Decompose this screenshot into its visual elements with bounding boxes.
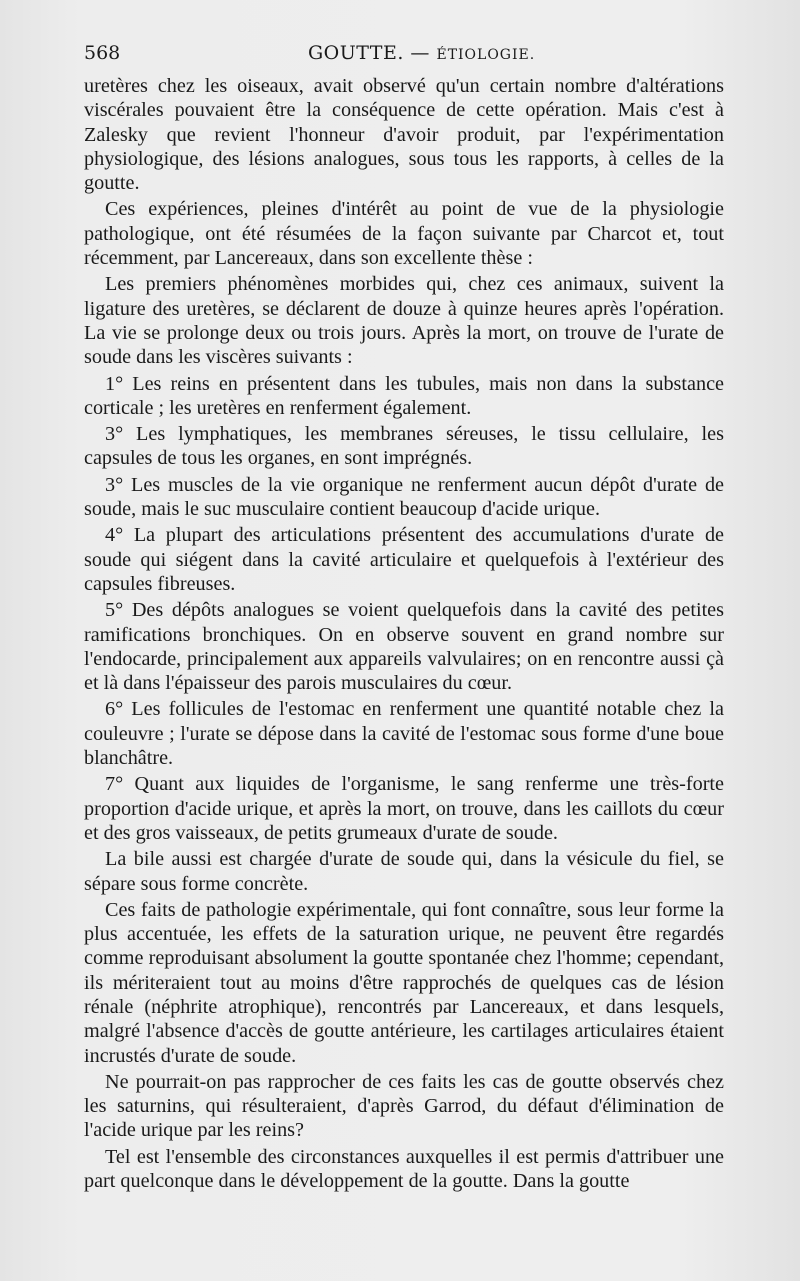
running-title [308,42,535,64]
paragraph: 6° Les follicules de l'estomac en renferment une quantité notable chez la couleuvre ; l'urate se dépose dans la cavité de l'estomac sous forme d'une boue blanchâtre. [84,698,724,770]
running-header [84,36,724,66]
page-number: 568 [84,42,121,64]
paragraph: 7° Quant aux liquides de l'organisme, le sang renferme une très-forte proportion d'acide urique, et après la mort, on trouve, dans les caillots du cœur et des gros vaisseaux, de petits grumeaux d'urate de soude. [84,773,724,844]
paragraph: Les premiers phénomènes morbides qui, chez ces animaux, suivent la ligature des uretères, se déclarent de douze à quinze heures après l'opération. La vie se prolonge deux ou trois jours. Après la mort, on trouve de l'urate de soude dans les viscères suivants : [84,273,724,369]
paragraph: Tel est l'ensemble des circonstances auxquelles il est permis d'attribuer une part quelconque dans le développement de la goutte. Dans la goutte [84,1145,724,1193]
body-text [84,74,724,1193]
paragraph: La bile aussi est chargée d'urate de soude qui, dans la vésicule du fiel, se sépare sous forme concrète. [84,848,724,895]
running-title-dash: — [410,42,430,64]
running-title-main: GOUTTE. [308,42,404,64]
paragraph: 5° Des dépôts analogues se voient quelquefois dans la cavité des petites ramifications bronchiques. On en observe souvent en grand nombre sur l'endocarde, principalement aux appareils valvulaires; on en rencontre aussi çà et là dans l'épaisseur des parois musculaires du cœur. [84,599,724,695]
paragraph: Ces faits de pathologie expérimentale, qui font connaître, sous leur forme la plus accentuée, les effets de la saturation urique, ne peuvent être regardés comme reproduisant absolument la goutte spontanée chez l'homme; cependant, ils mériteraient tout au moins d'être rapprochés de quelques cas de lésion rénale (néphrite atrophique), rencontrés par Lancereaux, et dans lesquels, malgré l'absence d'accès de goutte antérieure, les cartilages articulaires étaient incrustés d'urate de soude. [84,898,724,1067]
paragraph: uretères chez les oiseaux, avait observé qu'un certain nombre d'altérations viscérales pouvaient être la conséquence de cette opération. Mais c'est à Zalesky que revient l'honneur d'avoir produit, par l'expérimentation physiologique, des lésions analogues, sous tous les rapports, à celles de la goutte. [84,75,724,195]
paragraph: 4° La plupart des articulations présentent des accumulations d'urate de soude qui siégent dans la cavité articulaire et quelquefois à l'extérieur des capsules fibreuses. [84,524,724,595]
paragraph: 1° Les reins en présentent dans les tubules, mais non dans la substance corticale ; les uretères en renferment également. [84,372,724,419]
paragraph: 3° Les muscles de la vie organique ne renferment aucun dépôt d'urate de soude, mais le suc musculaire contient beaucoup d'acide urique. [84,473,724,521]
paragraph: 3° Les lymphatiques, les membranes séreuses, le tissu cellulaire, les capsules de tous les organes, en sont imprégnés. [84,423,724,470]
paragraph: Ces expériences, pleines d'intérêt au point de vue de la physiologie pathologique, ont été résumées de la façon suivante par Charcot et, tout récemment, par Lancereaux, dans son excellente thèse : [84,198,724,270]
running-title-section: ÉTIOLOGIE. [436,47,536,63]
paragraph: Ne pourrait-on pas rapprocher de ces faits les cas de goutte observés chez les saturnins, qui résulteraient, d'après Garrod, du défaut d'élimination de l'acide urique par les reins? [84,1070,724,1142]
